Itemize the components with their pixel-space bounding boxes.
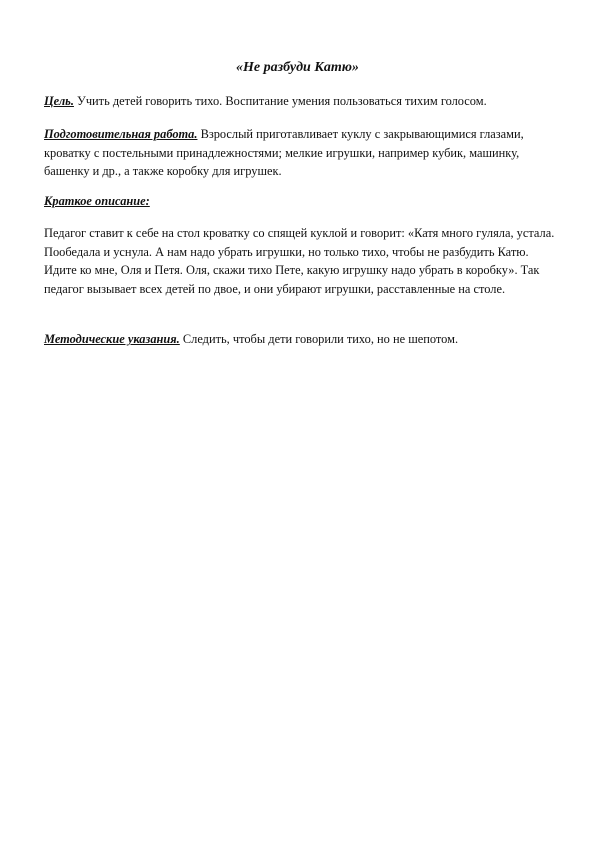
goal-label: Цель.: [44, 94, 74, 108]
guidelines-label: Методические указания.: [44, 332, 180, 346]
goal-text: Учить детей говорить тихо. Воспитание умения пользоваться тихим голосом.: [73, 94, 487, 108]
goal-paragraph: [44, 92, 559, 111]
guidelines-text: Следить, чтобы дети говорили тихо, но не шепотом.: [179, 332, 459, 346]
preparation-label: Подготовительная работа.: [44, 127, 198, 141]
guidelines-paragraph: [44, 330, 559, 349]
description-paragraph: Педагог ставит к себе на стол кроватку со спящей куклой и говорит: «Катя много гуляла, устала. Пообедала и уснула. А нам надо убрать игрушки, но только тихо, чтобы не разбудить Катю. Идите ко мне, Оля и Петя. Оля, скажи тихо Пете, какую игрушку надо убрать в коробку». Так педагог вызывает всех детей по двое, и они убирают игрушки, расставленные на столе.: [44, 226, 555, 296]
preparation-paragraph: [44, 125, 559, 181]
document-title: «Не разбуди Катю»: [236, 60, 359, 75]
brief-description-heading: [44, 192, 559, 211]
preparation-text: Взрослый приготавливает куклу с закрывающимися глазами, кроватку с постельными принадлежностями; мелкие игрушки, например кубик, машинку, башенку и др., а также коробку для игрушек.: [44, 127, 524, 178]
brief-description-label: Краткое описание:: [44, 194, 150, 208]
